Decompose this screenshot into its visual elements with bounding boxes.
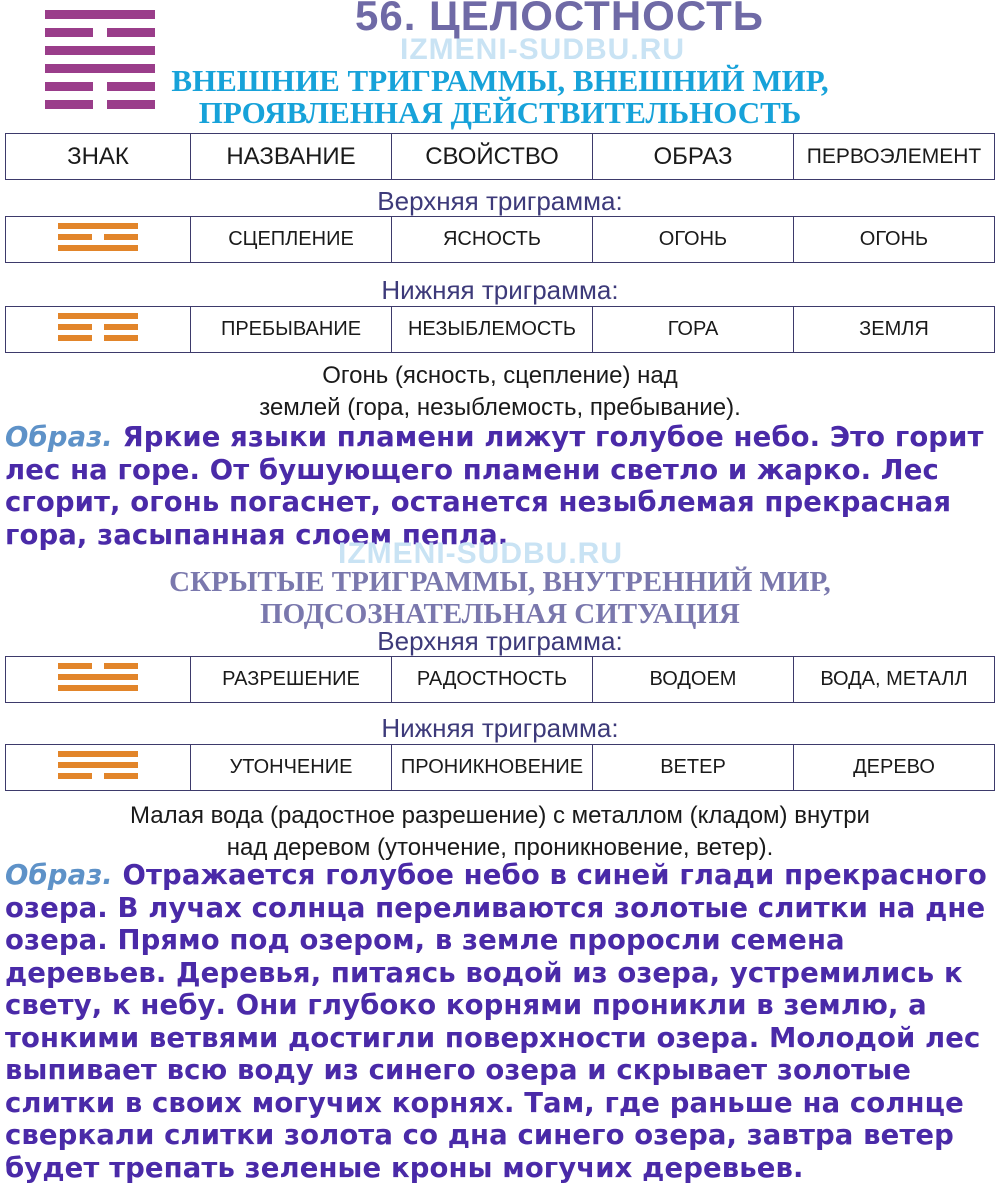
paragraph-line: будет трепать зеленые кроны могучих деревьев. <box>5 1151 804 1184</box>
table-row <box>6 217 995 263</box>
trigram-element: ЗЕМЛЯ <box>794 307 995 353</box>
trigram-property: НЕЗЫБЛЕМОСТЬ <box>392 307 593 353</box>
inner-lower-caption: Нижняя триграмма: <box>381 713 619 743</box>
header-name: НАЗВАНИЕ <box>191 134 392 180</box>
trigram-lake-icon <box>58 661 138 693</box>
header-row <box>6 134 995 180</box>
inner-summary-line1: Малая вода (радостное разрешение) с металлом (кладом) внутри <box>130 802 870 829</box>
outer-subtitle-line2: ПРОЯВЛЕННАЯ ДЕЙСТВИТЕЛЬНОСТЬ <box>198 95 802 130</box>
outer-summary-line1: Огонь (ясность, сцепление) над <box>322 362 678 389</box>
trigram-cell <box>6 217 191 263</box>
trigram-property: ПРОНИКНОВЕНИЕ <box>392 745 593 791</box>
image-label: Образ. <box>5 421 113 453</box>
outer-lower-caption: Нижняя триграмма: <box>381 275 619 305</box>
paragraph-line: лес на горе. От бушующего пламени светло и жарко. Лес <box>5 453 939 486</box>
trigram-name: УТОНЧЕНИЕ <box>191 745 392 791</box>
paragraph-line: озера. Прямо под озером, в земле проросли семена <box>5 924 845 956</box>
trigram-property: ЯСНОСТЬ <box>392 217 593 263</box>
paragraph-line: тонкими ветвями достигли поверхности озера. Молодой лес <box>5 1021 981 1054</box>
inner-subtitle-line2: ПОДСОЗНАТЕЛЬНАЯ СИТУАЦИЯ <box>260 598 740 630</box>
paragraph-line: озера. В лучах солнца переливаются золотые слитки на дне <box>5 891 986 924</box>
inner-upper-table <box>5 656 995 703</box>
paragraph-line: сгорит, огонь погаснет, останется незыблемая прекрасная <box>5 486 952 518</box>
table-row <box>6 307 995 353</box>
inner-image-paragraph <box>5 859 1000 1184</box>
trigram-element: ВОДА, МЕТАЛЛ <box>794 657 995 703</box>
watermark-2: IZMENI-SUDBU.RU <box>338 537 623 570</box>
trigram-property: РАДОСТНОСТЬ <box>392 657 593 703</box>
trigram-cell <box>6 745 191 791</box>
trigram-name: ПРЕБЫВАНИЕ <box>191 307 392 353</box>
trigram-image: ГОРА <box>593 307 794 353</box>
table-row <box>6 657 995 703</box>
outer-upper-table <box>5 216 995 263</box>
paragraph-line: свету, к небу. Они глубоко корнями проникли в землю, а <box>5 989 927 1021</box>
trigram-image: ОГОНЬ <box>593 217 794 263</box>
image-label: Образ. <box>5 859 113 891</box>
paragraph-line <box>5 421 1000 454</box>
line-text: Яркие языки пламени лижут голубое небо. Это горит <box>112 421 984 453</box>
inner-upper-caption: Верхняя триграмма: <box>377 626 623 656</box>
trigram-element: ОГОНЬ <box>794 217 995 263</box>
trigram-image: ВЕТЕР <box>593 745 794 791</box>
paragraph-line <box>5 859 1000 892</box>
header-image: ОБРАЗ <box>593 134 794 180</box>
trigram-cell <box>6 307 191 353</box>
paragraph-line: гора, засыпанная слоем пепла. <box>5 518 509 551</box>
paragraph-line: слитки в своих могучих корнях. Там, где раньше на солнце <box>5 1086 964 1119</box>
trigram-wind-icon <box>58 749 138 781</box>
trigram-mountain-icon <box>58 311 138 343</box>
outer-summary-line2: землей (гора, незыблемость, пребывание). <box>259 394 741 421</box>
watermark: IZMENI-SUDBU.RU <box>400 33 685 66</box>
inner-summary-line2: над деревом (утончение, проникновение, ветер). <box>226 834 774 861</box>
line-text: Отражается голубое небо в синей глади прекрасного <box>112 859 987 891</box>
paragraph-line: выпивает всю воду из синего озера и скрывает золотые <box>5 1054 911 1086</box>
trigram-name: РАЗРЕШЕНИЕ <box>191 657 392 703</box>
inner-subtitle-line1: СКРЫТЫЕ ТРИГРАММЫ, ВНУТРЕННИЙ МИР, <box>169 566 831 598</box>
trigram-fire-icon <box>58 221 138 253</box>
paragraph-line: сверкали слитки золота со дна синего озера, завтра ветер <box>5 1119 954 1151</box>
header-table <box>5 133 995 180</box>
outer-upper-caption: Верхняя триграмма: <box>377 186 623 216</box>
trigram-cell <box>6 657 191 703</box>
table-row <box>6 745 995 791</box>
trigram-element: ДЕРЕВО <box>794 745 995 791</box>
trigram-name: СЦЕПЛЕНИЕ <box>191 217 392 263</box>
header-sign: ЗНАК <box>6 134 191 180</box>
inner-lower-table <box>5 744 995 791</box>
header-property: СВОЙСТВО <box>392 134 593 180</box>
outer-subtitle-line1: ВНЕШНИЕ ТРИГРАММЫ, ВНЕШНИЙ МИР, <box>171 63 829 98</box>
trigram-image: ВОДОЕМ <box>593 657 794 703</box>
outer-image-paragraph <box>5 421 1000 551</box>
paragraph-line: деревьев. Деревья, питаясь водой из озера, устремились к <box>5 956 963 989</box>
header-element: ПЕРВОЭЛЕМЕНТ <box>794 134 995 180</box>
page-title: 56. ЦЕЛОСТНОСТЬ <box>355 0 764 39</box>
outer-lower-table <box>5 306 995 353</box>
